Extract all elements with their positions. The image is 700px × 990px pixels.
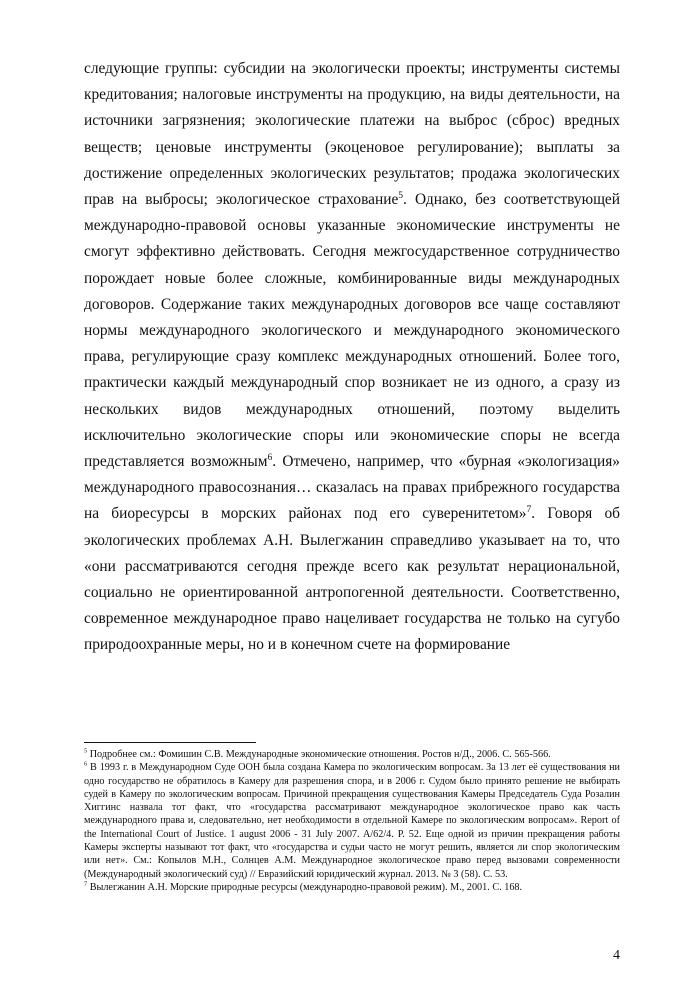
footnote-text: В 1993 г. в Международном Суде ООН была создана Камера по экологическим вопросам. За 13 лет её существования ни одно государство не обратилось в Камеру для разрешения спора, и в 2006 г. Судом было принято решение не выбирать судей в Камеру по экологическим вопросам. Причиной прекращения существования Камеры Председатель Суда Розалин Хиггинс назвала тот факт, что «государства рассматривают международное экологическое право как часть международного права и, следовательно, нет необходимости в отдельной Камере по экологическим вопросам». Report of the International Court of Justice. 1 august 2006 - 31 July 2007. A/62/4. P. 52. Еще одной из причин прекращения работы Камеры эксперты называют тот факт, что «государства и судьи часто не могут решить, является ли спор экологическим или нет». См.: Копылов М.Н., Солнцев А.М. Международное экологическое право перед вызовами современности (Международный экологический суд) // Евразийский юридический журнал. 2013. № 3 (58). С. 53. [84, 762, 620, 880]
footnote-6 [84, 761, 620, 881]
footnote-ref-6[interactable]: 6 [267, 451, 273, 463]
body-text-part-4: . Говоря об экологических проблемах А.Н. Вылегжанин справедливо указывает на то, что «они рассматриваются сегодня прежде всего как результат нерациональной, социально не ориентированной антропогенной деятельности. Соответственно, современное международное право нацеливает государства не только на сугубо природоохранные меры, но и в конечном счете на формирование [84, 505, 620, 654]
footnote-number: 7 [84, 880, 88, 888]
body-text-part-1: следующие группы: субсидии на экологически проекты; инструменты системы кредитования; налоговые инструменты на продукцию, на виды деятельности, на источники загрязнения; экологические платежи на выброс (сброс) вредных веществ; ценовые инструменты (экоценовое регулирование); выплаты за достижение определенных экологических результатов; продажа экологических прав на выбросы; экологическое страхование [84, 60, 620, 209]
footnotes [84, 748, 620, 894]
footnote-text: Подробнее см.: Фомишин С.В. Международные экономические отношения. Ростов н/Д., 2006. С. 565-566. [87, 749, 551, 760]
footnote-separator [84, 742, 256, 743]
footnote-5 [84, 748, 620, 761]
footnote-text: Вылегжанин А.Н. Морские природные ресурсы (международно-правовой режим). М., 2001. С. 168. [87, 881, 523, 893]
footnote-ref-7[interactable]: 7 [526, 504, 532, 516]
body-paragraph [84, 56, 620, 659]
footnote-number: 6 [84, 760, 88, 768]
body-text-part-3: . Отмечено, например, что «бурная «экологизация» международного правосознания… сказалась на правах прибрежного государства на биоресурсы в морских районах под его суверенитетом» [84, 453, 620, 523]
footnote-7 [84, 881, 620, 894]
footnote-number: 5 [84, 747, 88, 755]
footnote-ref-5[interactable]: 5 [398, 189, 404, 201]
page-number: 4 [613, 948, 620, 963]
body-text-part-2: . Однако, без соответствующей международно-правовой основы указанные экономические инструменты не смогут эффективно действовать. Сегодня межгосударственное сотрудничество порождает новые более сложные, комбинированные виды международных договоров. Содержание таких международных договоров все чаще составляют нормы международного экологического и международного экономического права, регулирующие сразу комплекс международных отношений. Более того, практически каждый международный спор возникает не из одного, а сразу из нескольких видов международных отношений, поэтому выделить исключительно экологические споры или экономические споры не всегда представляется возможным [84, 191, 620, 471]
